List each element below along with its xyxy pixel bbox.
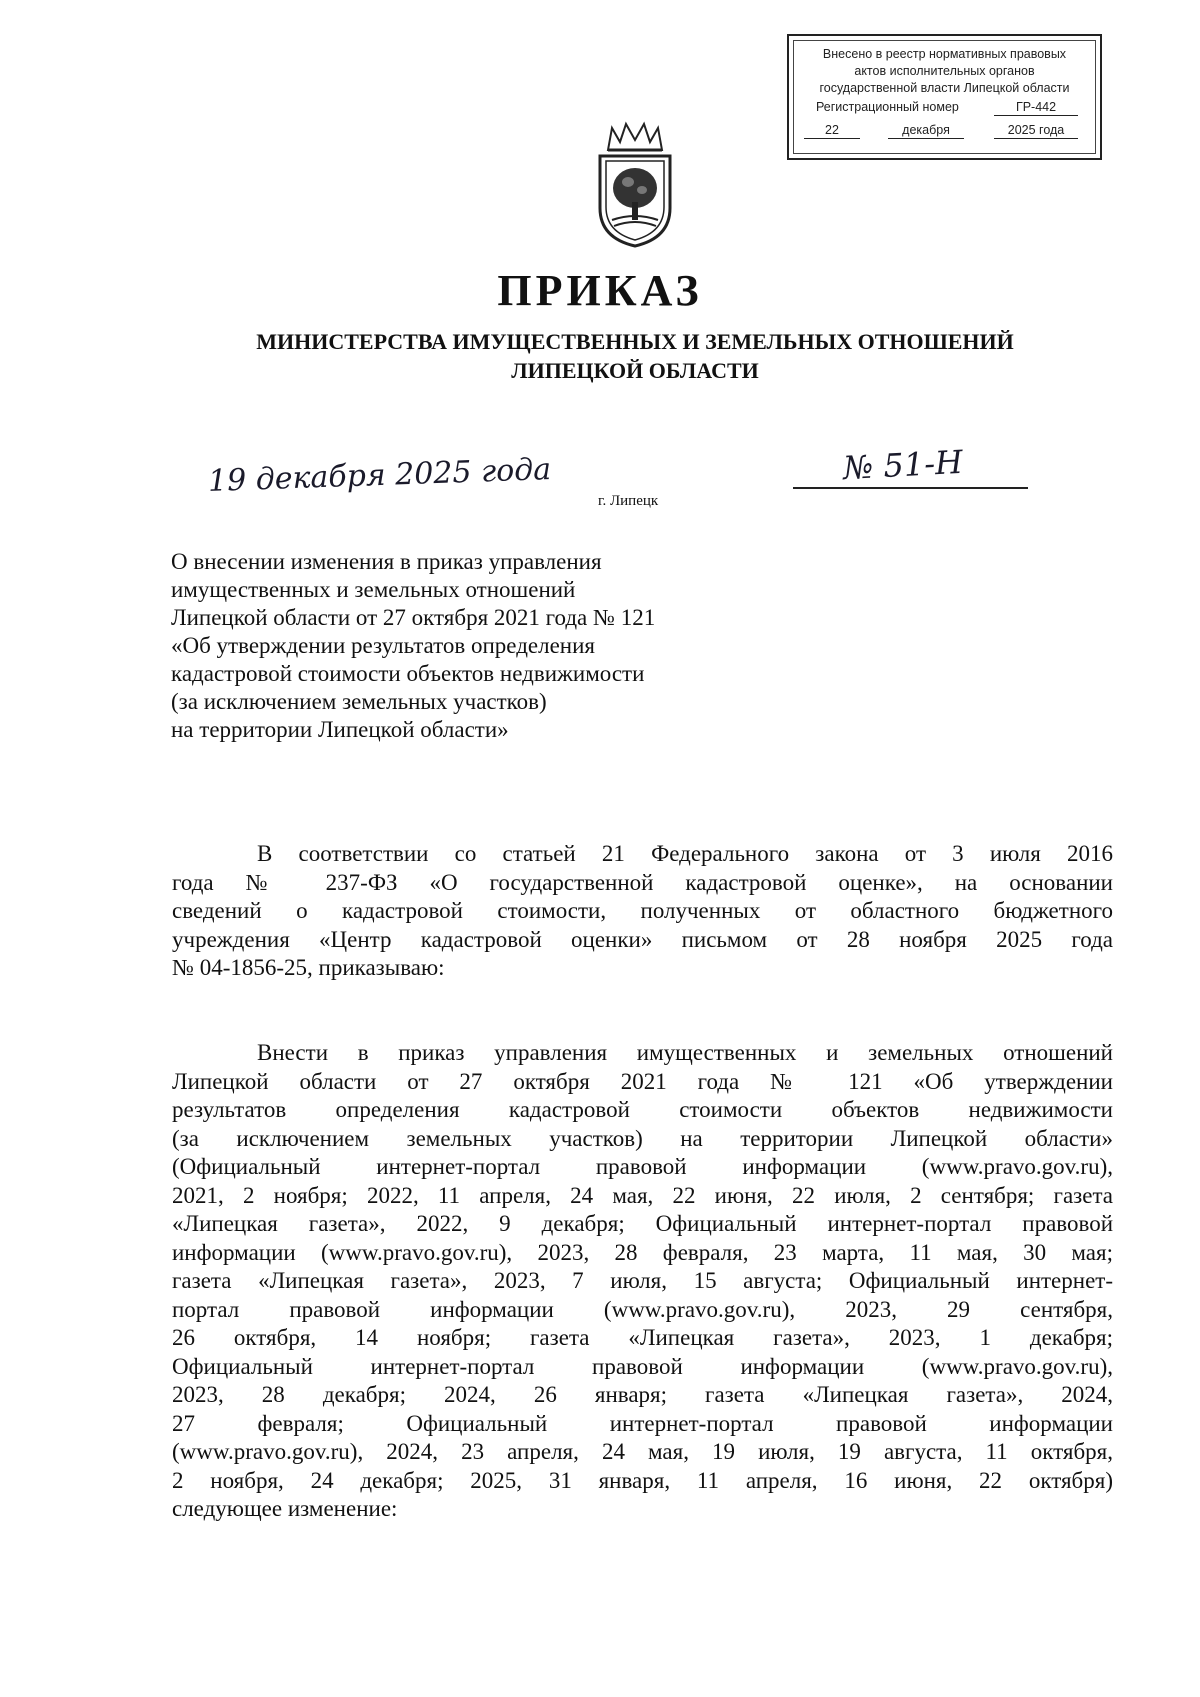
stamp-reg-label: Регистрационный номер	[816, 100, 959, 114]
subject-line: на территории Липецкой области»	[171, 717, 509, 742]
stamp-inner-border	[793, 40, 1096, 154]
stamp-day: 22	[804, 122, 860, 139]
paragraph-line: Официальный интернет-портал правовой информации (www.pravo.gov.ru),	[172, 1353, 1113, 1379]
stamp-line-2: актов исполнительных органов	[854, 64, 1035, 78]
paragraph-line: сведений о кадастровой стоимости, полученных от областного бюджетного	[172, 898, 1113, 923]
handwritten-date: 19 декабря 2025 года	[207, 452, 552, 499]
paragraph-line: 26 октября, 14 ноября; газета «Липецкая газета», 2023, 1 декабря;	[172, 1325, 1113, 1350]
subject-line: (за исключением земельных участков)	[171, 689, 547, 714]
paragraph-line: учреждения «Центр кадастровой оценки» письмом от 28 ноября 2025 года	[172, 926, 1113, 952]
stamp-month: декабря	[888, 122, 964, 139]
subject-line: кадастровой стоимости объектов недвижимости	[171, 661, 645, 686]
paragraph-line: № 04-1856-25, приказываю:	[172, 955, 445, 980]
paragraph-line: следующее изменение:	[172, 1496, 398, 1521]
paragraph-line: портал правовой информации (www.pravo.gov.ru), 2023, 29 сентября,	[172, 1296, 1113, 1322]
stamp-line-1: Внесено в реестр нормативных правовых	[822, 47, 1067, 61]
coat-of-arms-icon	[590, 120, 680, 250]
stamp-year: 2025 года	[994, 122, 1078, 139]
ministry-name	[0, 327, 1200, 385]
paragraph-line: результатов определения кадастровой стоимости объектов недвижимости	[172, 1097, 1113, 1122]
paragraph-line: 2 ноября, 24 декабря; 2025, 31 января, 11 апреля, 16 июня, 22 октября)	[172, 1467, 1113, 1493]
paragraph-line: Внести в приказ управления имущественных и земельных отношений	[257, 1040, 1113, 1065]
paragraph-line: (www.pravo.gov.ru), 2024, 23 апреля, 24 мая, 19 июля, 19 августа, 11 октября,	[172, 1439, 1113, 1464]
subject-line: Липецкой области от 27 октября 2021 года № 121	[171, 605, 656, 630]
handwritten-number: № 51-Н	[842, 442, 964, 488]
number-underline	[793, 487, 1028, 489]
paragraph-line: Липецкой области от 27 октября 2021 года № 121 «Об утверждении	[172, 1068, 1113, 1094]
paragraph-line: информации (www.pravo.gov.ru), 2023, 28 февраля, 23 марта, 11 мая, 30 мая;	[172, 1239, 1113, 1265]
paragraph-line: газета «Липецкая газета», 2023, 7 июля, 15 августа; Официальный интернет-	[172, 1268, 1113, 1293]
paragraph-line: 2023, 28 декабря; 2024, 26 января; газета «Липецкая газета», 2024,	[172, 1382, 1113, 1407]
page-title: ПРИКАЗ	[497, 266, 703, 315]
paragraph-order-text	[172, 1039, 1113, 1524]
paragraph-line: (за исключением земельных участков) на территории Липецкой области»	[172, 1125, 1113, 1151]
paragraph-line: года № 237-ФЗ «О государственной кадастровой оценке», на основании	[172, 869, 1113, 895]
ministry-name-line-2: ЛИПЕЦКОЙ ОБЛАСТИ	[511, 358, 759, 383]
stamp-reg-number: ГР-442	[994, 99, 1078, 116]
stamp-line-3: государственной власти Липецкой области	[819, 81, 1070, 95]
paragraph-preamble	[172, 840, 1113, 983]
subject-line: О внесении изменения в приказ управления	[171, 549, 602, 574]
paragraph-line: 27 февраля; Официальный интернет-портал правовой информации	[172, 1410, 1113, 1436]
registration-stamp	[787, 34, 1102, 160]
city-label: г. Липецк	[598, 493, 659, 509]
paragraph-line: 2021, 2 ноября; 2022, 11 апреля, 24 мая, 22 июня, 22 июля, 2 сентября; газета	[172, 1182, 1113, 1208]
order-subject	[171, 548, 811, 744]
paragraph-line: (Официальный интернет-портал правовой информации (www.pravo.gov.ru),	[172, 1154, 1113, 1179]
subject-line: имущественных и земельных отношений	[171, 577, 576, 602]
ministry-name-line-1: МИНИСТЕРСТВА ИМУЩЕСТВЕННЫХ И ЗЕМЕЛЬНЫХ ОТНОШЕНИЙ	[256, 329, 1014, 354]
subject-line: «Об утверждении результатов определения	[171, 633, 596, 658]
paragraph-line: В соответствии со статьей 21 Федерального закона от 3 июля 2016	[257, 841, 1113, 866]
paragraph-line: «Липецкая газета», 2022, 9 декабря; Официальный интернет-портал правовой	[172, 1211, 1113, 1236]
